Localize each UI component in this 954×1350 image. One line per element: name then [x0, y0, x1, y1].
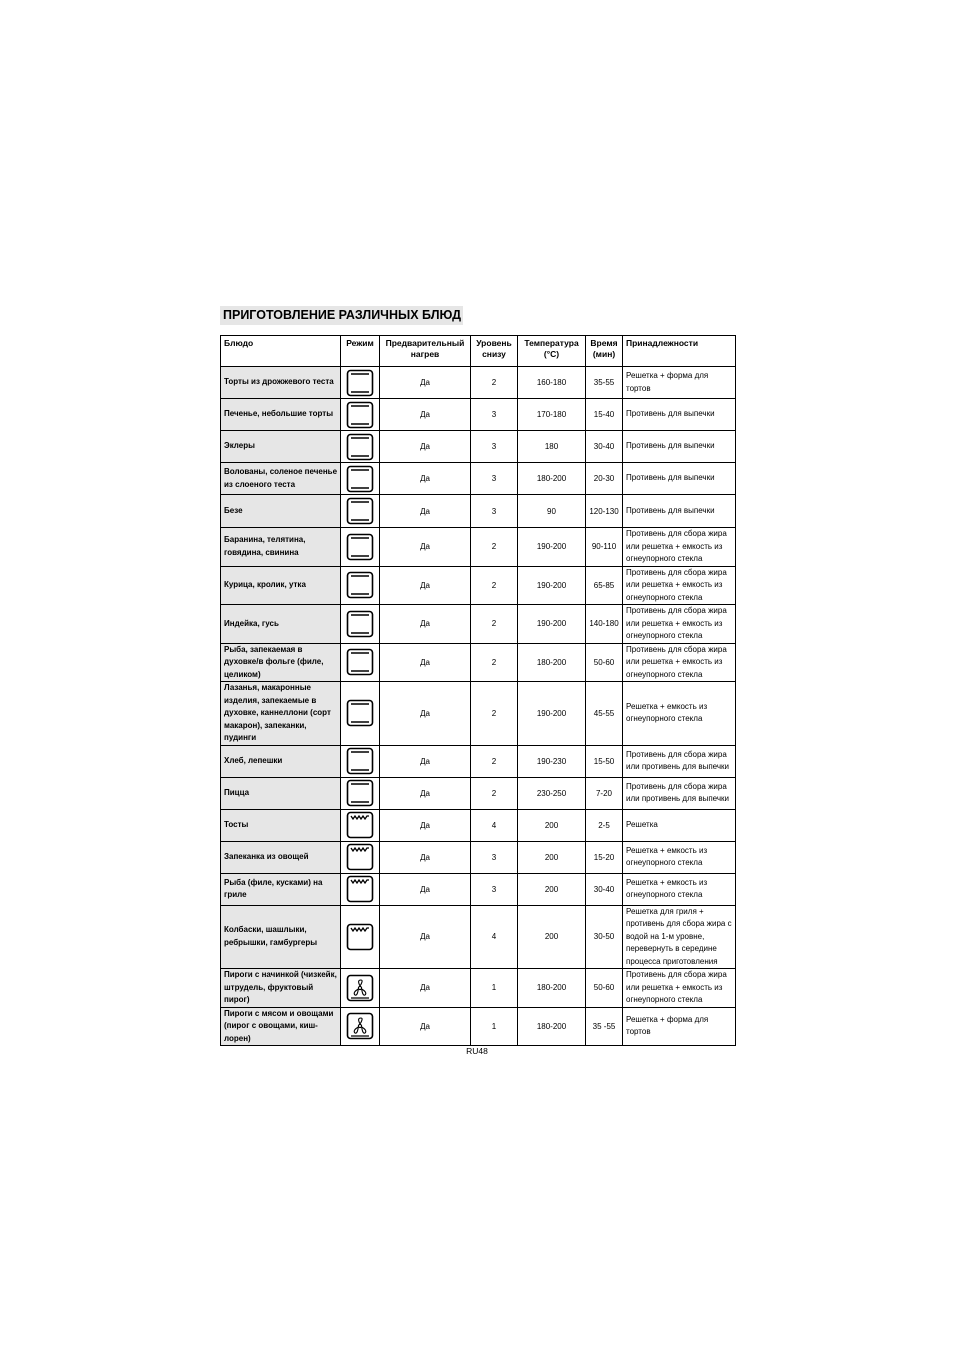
preheat-cell: Да	[380, 777, 471, 809]
grill-icon	[341, 875, 379, 903]
mode-cell	[341, 809, 380, 841]
level-cell: 1	[471, 1007, 518, 1046]
dish-cell: Тосты	[221, 809, 341, 841]
table-row	[221, 367, 736, 399]
level-cell: 2	[471, 605, 518, 644]
time-cell: 35-55	[586, 367, 623, 399]
level-cell: 3	[471, 841, 518, 873]
accessories-cell: Противень для выпечки	[623, 431, 736, 463]
accessories-cell: Противень для выпечки	[623, 495, 736, 528]
preheat-cell: Да	[380, 1007, 471, 1046]
mode-cell	[341, 745, 380, 777]
level-cell: 2	[471, 566, 518, 605]
preheat-cell: Да	[380, 643, 471, 682]
accessories-cell: Решетка + емкость из огнеупорного стекла	[623, 841, 736, 873]
time-cell: 120-130	[586, 495, 623, 528]
time-cell: 30-40	[586, 431, 623, 463]
preheat-cell: Да	[380, 809, 471, 841]
accessories-cell: Противень для сбора жира или решетка + емкость из огнеупорного стекла	[623, 528, 736, 567]
conventional-oven-icon	[341, 465, 379, 493]
level-cell: 3	[471, 495, 518, 528]
preheat-cell: Да	[380, 399, 471, 431]
table-row	[221, 873, 736, 905]
time-cell: 140-180	[586, 605, 623, 644]
accessories-cell: Противень для сбора жира или противень для выпечки	[623, 745, 736, 777]
temp-cell: 200	[518, 841, 586, 873]
temp-cell: 160-180	[518, 367, 586, 399]
level-cell: 1	[471, 969, 518, 1008]
dish-cell: Печенье, небольшие торты	[221, 399, 341, 431]
preheat-cell: Да	[380, 463, 471, 495]
header-time: Время (мин)	[586, 336, 623, 367]
time-cell: 15-50	[586, 745, 623, 777]
accessories-cell: Противень для сбора жира или решетка + емкость из огнеупорного стекла	[623, 566, 736, 605]
dish-cell: Эклеры	[221, 431, 341, 463]
temp-cell: 180-200	[518, 969, 586, 1008]
conventional-oven-icon	[341, 699, 379, 727]
time-cell: 15-40	[586, 399, 623, 431]
table-row	[221, 745, 736, 777]
table-row	[221, 682, 736, 746]
accessories-cell: Противень для выпечки	[623, 399, 736, 431]
preheat-cell: Да	[380, 367, 471, 399]
conventional-oven-icon	[341, 610, 379, 638]
accessories-cell: Противень для выпечки	[623, 463, 736, 495]
level-cell: 2	[471, 745, 518, 777]
time-cell: 90-110	[586, 528, 623, 567]
mode-cell	[341, 841, 380, 873]
dish-cell: Пироги с начинкой (чизкейк, штрудель, фруктовый пирог)	[221, 969, 341, 1008]
accessories-cell: Решетка для гриля + противень для сбора жира с водой на 1-м уровне, перевернуть в середине процесса приготовления	[623, 905, 736, 969]
page-title: ПРИГОТОВЛЕНИЕ РАЗЛИЧНЫХ БЛЮД	[220, 306, 463, 325]
dish-cell: Индейка, гусь	[221, 605, 341, 644]
conventional-oven-icon	[341, 401, 379, 429]
accessories-cell: Противень для сбора жира или решетка + емкость из огнеупорного стекла	[623, 643, 736, 682]
grill-icon	[341, 811, 379, 839]
dish-cell: Безе	[221, 495, 341, 528]
dish-cell: Пицца	[221, 777, 341, 809]
mode-cell	[341, 682, 380, 746]
preheat-cell: Да	[380, 528, 471, 567]
time-cell: 50-60	[586, 969, 623, 1008]
temp-cell: 230-250	[518, 777, 586, 809]
preheat-cell: Да	[380, 745, 471, 777]
time-cell: 30-50	[586, 905, 623, 969]
grill-icon	[341, 923, 379, 951]
table-row	[221, 431, 736, 463]
dish-cell: Курица, кролик, утка	[221, 566, 341, 605]
fan-icon	[341, 974, 379, 1002]
table-row	[221, 605, 736, 644]
table-row	[221, 566, 736, 605]
time-cell: 2-5	[586, 809, 623, 841]
mode-cell	[341, 431, 380, 463]
table-row	[221, 841, 736, 873]
preheat-cell: Да	[380, 969, 471, 1008]
level-cell: 3	[471, 399, 518, 431]
level-cell: 2	[471, 643, 518, 682]
conventional-oven-icon	[341, 571, 379, 599]
level-cell: 2	[471, 367, 518, 399]
grill-icon	[341, 843, 379, 871]
level-cell: 4	[471, 905, 518, 969]
temp-cell: 90	[518, 495, 586, 528]
cooking-table	[220, 335, 736, 1046]
header-accessories: Принадлежности	[623, 336, 736, 367]
time-cell: 20-30	[586, 463, 623, 495]
temp-cell: 180	[518, 431, 586, 463]
accessories-cell: Противень для сбора жира или противень для выпечки	[623, 777, 736, 809]
dish-cell: Запеканка из овощей	[221, 841, 341, 873]
header-temp: Температура (°C)	[518, 336, 586, 367]
time-cell: 7-20	[586, 777, 623, 809]
time-cell: 30-40	[586, 873, 623, 905]
conventional-oven-icon	[341, 648, 379, 676]
preheat-cell: Да	[380, 495, 471, 528]
dish-cell: Торты из дрожжевого теста	[221, 367, 341, 399]
table-row	[221, 643, 736, 682]
mode-cell	[341, 777, 380, 809]
temp-cell: 180-200	[518, 1007, 586, 1046]
preheat-cell: Да	[380, 431, 471, 463]
accessories-cell: Противень для сбора жира или решетка + емкость из огнеупорного стекла	[623, 605, 736, 644]
level-cell: 4	[471, 809, 518, 841]
temp-cell: 200	[518, 873, 586, 905]
table-header-row	[221, 336, 736, 367]
preheat-cell: Да	[380, 873, 471, 905]
time-cell: 45-55	[586, 682, 623, 746]
dish-cell: Рыба, запекаемая в духовке/в фольге (филе, целиком)	[221, 643, 341, 682]
table-row	[221, 969, 736, 1008]
accessories-cell: Решетка	[623, 809, 736, 841]
conventional-oven-icon	[341, 369, 379, 397]
conventional-oven-icon	[341, 747, 379, 775]
dish-cell: Рыба (филе, кусками) на гриле	[221, 873, 341, 905]
accessories-cell: Решетка + форма для тортов	[623, 1007, 736, 1046]
level-cell: 3	[471, 873, 518, 905]
table-row	[221, 1007, 736, 1046]
mode-cell	[341, 605, 380, 644]
temp-cell: 190-200	[518, 528, 586, 567]
preheat-cell: Да	[380, 682, 471, 746]
temp-cell: 200	[518, 809, 586, 841]
accessories-cell: Решетка + емкость из огнеупорного стекла	[623, 682, 736, 746]
header-level: Уровень снизу	[471, 336, 518, 367]
temp-cell: 190-230	[518, 745, 586, 777]
time-cell: 65-85	[586, 566, 623, 605]
table-row	[221, 463, 736, 495]
header-preheat: Предварительный нагрев	[380, 336, 471, 367]
mode-cell	[341, 873, 380, 905]
conventional-oven-icon	[341, 433, 379, 461]
level-cell: 3	[471, 463, 518, 495]
dish-cell: Баранина, телятина, говядина, свинина	[221, 528, 341, 567]
accessories-cell: Решетка + форма для тортов	[623, 367, 736, 399]
header-mode: Режим	[341, 336, 380, 367]
preheat-cell: Да	[380, 605, 471, 644]
preheat-cell: Да	[380, 841, 471, 873]
header-dish: Блюдо	[221, 336, 341, 367]
conventional-oven-icon	[341, 497, 379, 525]
table-row	[221, 809, 736, 841]
time-cell: 15-20	[586, 841, 623, 873]
temp-cell: 180-200	[518, 643, 586, 682]
accessories-cell: Решетка + емкость из огнеупорного стекла	[623, 873, 736, 905]
dish-cell: Хлеб, лепешки	[221, 745, 341, 777]
level-cell: 3	[471, 431, 518, 463]
page-number: RU48	[466, 1046, 488, 1056]
mode-cell	[341, 1007, 380, 1046]
time-cell: 50-60	[586, 643, 623, 682]
mode-cell	[341, 463, 380, 495]
temp-cell: 190-200	[518, 682, 586, 746]
temp-cell: 170-180	[518, 399, 586, 431]
level-cell: 2	[471, 682, 518, 746]
temp-cell: 200	[518, 905, 586, 969]
conventional-oven-icon	[341, 533, 379, 561]
table-row	[221, 495, 736, 528]
level-cell: 2	[471, 777, 518, 809]
mode-cell	[341, 495, 380, 528]
preheat-cell: Да	[380, 905, 471, 969]
table-row	[221, 528, 736, 567]
dish-cell: Пироги с мясом и овощами (пирог с овощами, киш-лорен)	[221, 1007, 341, 1046]
conventional-oven-icon	[341, 779, 379, 807]
dish-cell: Колбаски, шашлыки, ребрышки, гамбургеры	[221, 905, 341, 969]
temp-cell: 190-200	[518, 605, 586, 644]
temp-cell: 190-200	[518, 566, 586, 605]
level-cell: 2	[471, 528, 518, 567]
accessories-cell: Противень для сбора жира или решетка + емкость из огнеупорного стекла	[623, 969, 736, 1008]
dish-cell: Лазанья, макаронные изделия, запекаемые в духовке, каннеллони (сорт макарон), запеканки, пудинги	[221, 682, 341, 746]
preheat-cell: Да	[380, 566, 471, 605]
table-row	[221, 399, 736, 431]
mode-cell	[341, 969, 380, 1008]
table-row	[221, 777, 736, 809]
mode-cell	[341, 528, 380, 567]
table-row	[221, 905, 736, 969]
mode-cell	[341, 367, 380, 399]
mode-cell	[341, 643, 380, 682]
mode-cell	[341, 905, 380, 969]
time-cell: 35 -55	[586, 1007, 623, 1046]
fan-icon	[341, 1012, 379, 1040]
mode-cell	[341, 566, 380, 605]
mode-cell	[341, 399, 380, 431]
temp-cell: 180-200	[518, 463, 586, 495]
dish-cell: Волованы, соленое печенье из слоеного теста	[221, 463, 341, 495]
